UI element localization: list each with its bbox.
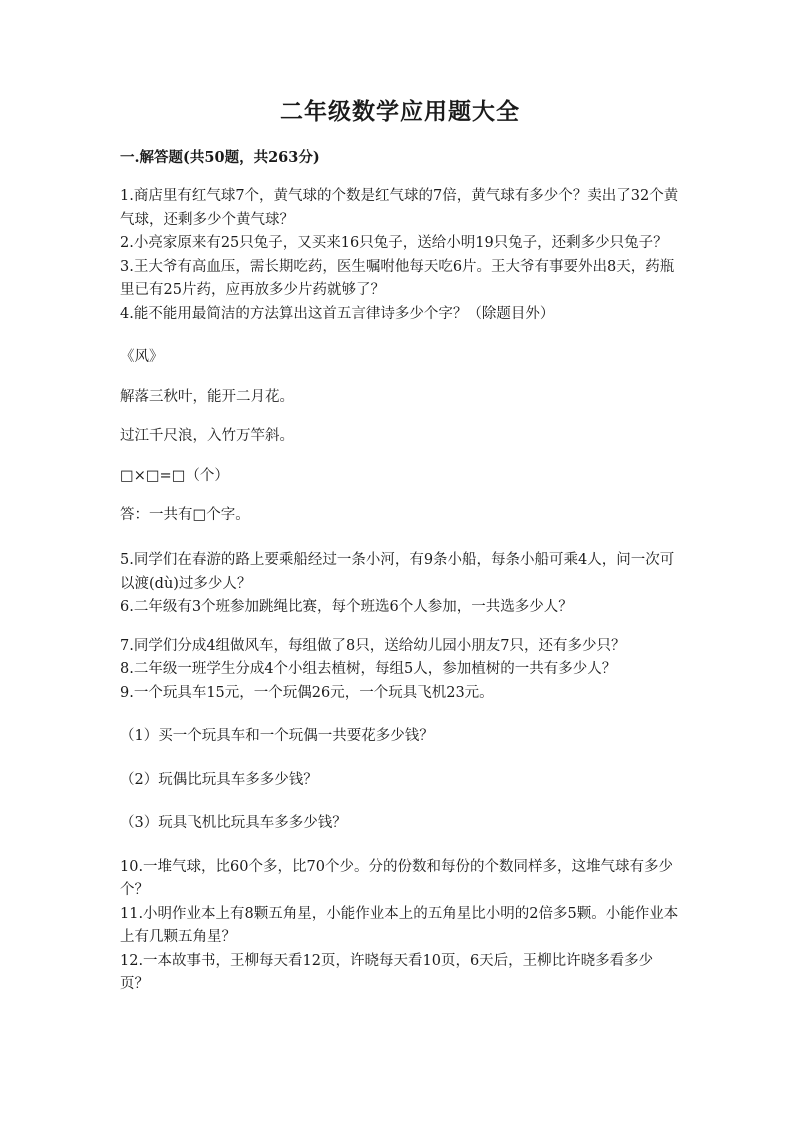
poem-title: 《风》: [120, 349, 164, 365]
question-9-sub-2: （2）玩偶比玩具车多多少钱？: [120, 771, 318, 788]
poem-line-1: 解落三秋叶，能开二月花。: [120, 388, 294, 405]
question-9: 9.一个玩具车15元，一个玩偶26元，一个玩具飞机23元。: [120, 684, 494, 701]
section-heading: 一.解答题(共50题，共263分): [120, 149, 320, 166]
question-11: 11.小明作业本上有8颗五角星，小能作业本上的五角星比小明的2倍多5颗。小能作业本上有几颗五角星？: [120, 905, 679, 945]
question-9-sub-3: （3）玩具飞机比玩具车多多少钱？: [120, 815, 347, 831]
question-1: 1.商店里有红气球7个，黄气球的个数是红气球的7倍，黄气球有多少个？卖出了32个黄气球，还剩多少个黄气球？: [120, 188, 679, 228]
questions-block-1: [120, 185, 680, 528]
page-title: 二年级数学应用题大全: [280, 98, 520, 125]
question-4-formula: □×□=□（个）: [120, 467, 229, 484]
question-5: 5.同学们在春游的路上要乘船经过一条小河，有9条小船，每条小船可乘4人，问一次可以渡(dù)过多少人？: [120, 552, 675, 592]
question-3: 3.王大爷有高血压，需长期吃药，医生嘱咐他每天吃6片。王大爷有事要外出8天，药瓶里已有25片药，应再放多少片药就够了？: [120, 258, 675, 298]
questions-block-2: [120, 549, 680, 997]
question-7: 7.同学们分成4组做风车，每组做了8只，送给幼儿园小朋友7只，还有多少只？: [120, 637, 626, 654]
question-4-answer: 答：一共有□个字。: [120, 507, 250, 523]
question-8: 8.二年级一班学生分成4个小组去植树，每组5人，参加植树的一共有多少人？: [120, 661, 617, 677]
question-6: 6.二年级有3个班参加跳绳比赛，每个班选6个人参加，一共选多少人？: [120, 599, 573, 615]
question-4: 4.能不能用最简洁的方法算出这首五言律诗多少个字？（除题目外）: [120, 305, 555, 322]
question-10: 10.一堆气球，比60个多，比70个少。分的份数和每份的个数同样多，这堆气球有多少个？: [120, 858, 673, 898]
poem-line-2: 过江千尺浪，入竹万竿斜。: [120, 428, 294, 444]
question-2: 2.小亮家原来有25只兔子，又买来16只兔子，送给小明19只兔子，还剩多少只兔子？: [120, 235, 668, 251]
question-9-sub-1: （1）买一个玩具车和一个玩偶一共要花多少钱？: [120, 728, 434, 744]
question-12: 12.一本故事书，王柳每天看12页，许晓每天看10页，6天后，王柳比许晓多看多少页？: [120, 952, 654, 992]
